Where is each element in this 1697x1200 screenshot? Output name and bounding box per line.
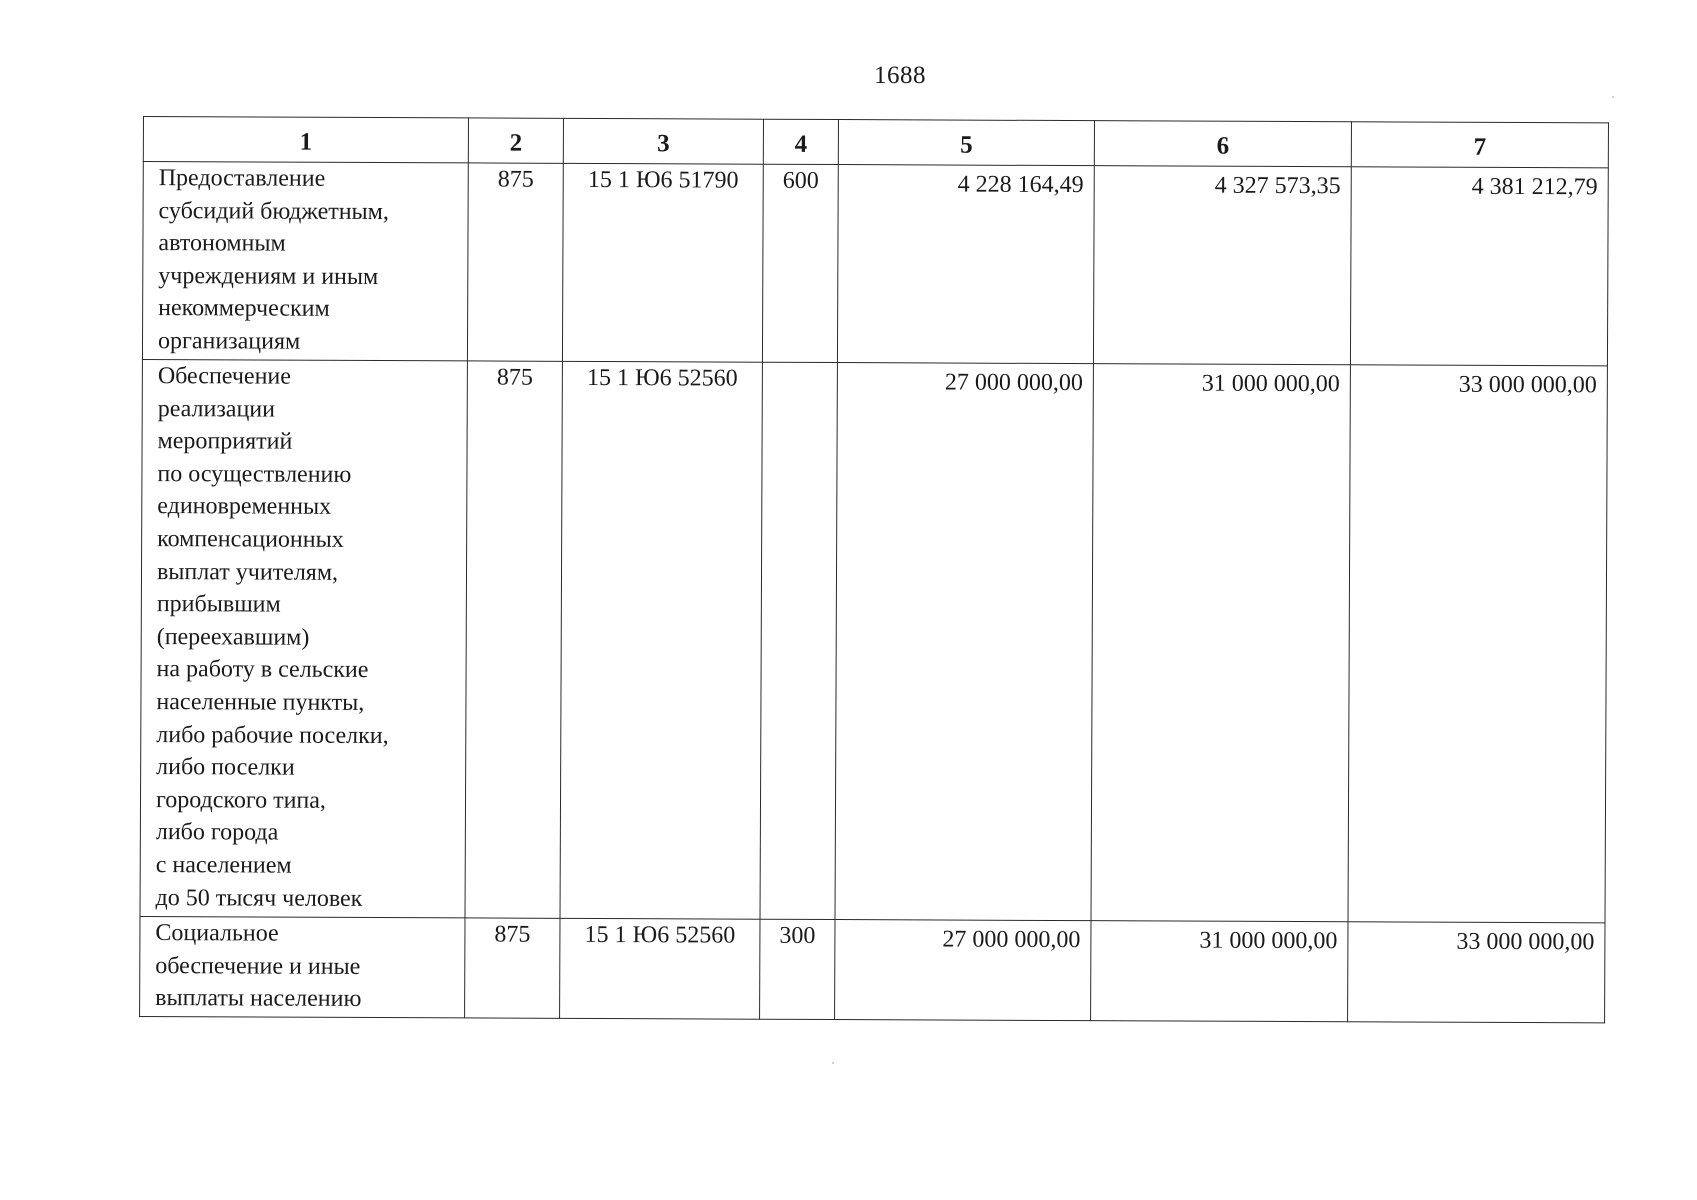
row-name-cell [140, 359, 467, 917]
amount-col-6-cell: 31 000 000,00 [1091, 364, 1350, 922]
budget-table-wrapper [139, 116, 1609, 1023]
row-name-cell [142, 162, 468, 361]
name-line: выплат учителям, [156, 558, 339, 586]
name-line: Обеспечение [157, 363, 292, 390]
name-line: либо поселки [156, 754, 295, 781]
name-line: единовременных [157, 493, 332, 521]
name-line: мероприятий [157, 428, 293, 455]
amount-col-5-cell: 4 228 164,49 [837, 165, 1094, 364]
target-article-cell: 15 1 Ю6 51790 [562, 163, 763, 362]
row-name-cell [140, 916, 465, 1017]
name-line: населенные пункты, [156, 689, 365, 716]
name-line: либо рабочие поселки, [156, 721, 389, 749]
name-line: некоммерческим [158, 295, 330, 323]
page-number: 1688 [874, 62, 926, 89]
header-col-3: 3 [563, 118, 763, 164]
name-line: учреждениям и иным [158, 262, 379, 290]
name-line: по осуществлению [157, 460, 352, 488]
amount-col-7-cell: 33 000 000,00 [1348, 365, 1607, 923]
header-row [143, 117, 1608, 168]
name-line: Предоставление [158, 165, 326, 192]
name-line: выплаты населению [155, 985, 362, 1013]
header-col-1: 1 [143, 117, 468, 163]
target-article-cell: 15 1 Ю6 52560 [560, 918, 760, 1019]
amount-col-7-cell: 33 000 000,00 [1348, 922, 1605, 1023]
ministry-code-cell: 875 [467, 163, 563, 361]
table-row [142, 162, 1608, 366]
scan-speck [832, 1062, 834, 1064]
budget-table [139, 116, 1609, 1023]
scan-speck [1612, 96, 1614, 98]
expense-type-cell: 600 [762, 164, 838, 362]
amount-col-5-cell: 27 000 000,00 [835, 363, 1093, 921]
amount-col-5-cell: 27 000 000,00 [835, 920, 1091, 1021]
table-row [140, 359, 1607, 922]
name-line: обеспечение и иные [155, 952, 361, 980]
header-col-5: 5 [838, 120, 1094, 166]
header-col-7: 7 [1351, 122, 1608, 168]
name-line: автономным [158, 230, 286, 257]
name-line: с населением [155, 851, 292, 879]
name-line: на работу в сельские [156, 656, 369, 684]
name-line: организациям [157, 328, 301, 355]
name-line: Социальное [155, 920, 279, 947]
header-col-6: 6 [1094, 121, 1351, 167]
amount-col-6-cell: 4 327 573,35 [1093, 166, 1351, 365]
name-line: реализации [157, 395, 276, 423]
name-line: прибывшим [156, 591, 281, 618]
ministry-code-cell: 875 [465, 361, 562, 918]
amount-col-6-cell: 31 000 000,00 [1091, 921, 1348, 1022]
name-line: субсидий бюджетным, [158, 197, 389, 225]
ministry-code-cell: 875 [465, 918, 560, 1018]
name-line: (переехавшим) [156, 623, 310, 651]
name-line: городского типа, [155, 786, 327, 814]
amount-col-7-cell: 4 381 212,79 [1350, 167, 1608, 366]
name-line: либо города [155, 819, 279, 846]
header-col-2: 2 [468, 118, 563, 163]
table-row [140, 916, 1605, 1022]
expense-type-cell: 300 [760, 919, 835, 1019]
name-line: компенсационных [157, 526, 344, 553]
expense-type-cell [760, 362, 837, 919]
target-article-cell: 15 1 Ю6 52560 [560, 361, 762, 919]
name-line: до 50 тысяч человек [155, 884, 363, 912]
header-col-4: 4 [763, 119, 838, 164]
